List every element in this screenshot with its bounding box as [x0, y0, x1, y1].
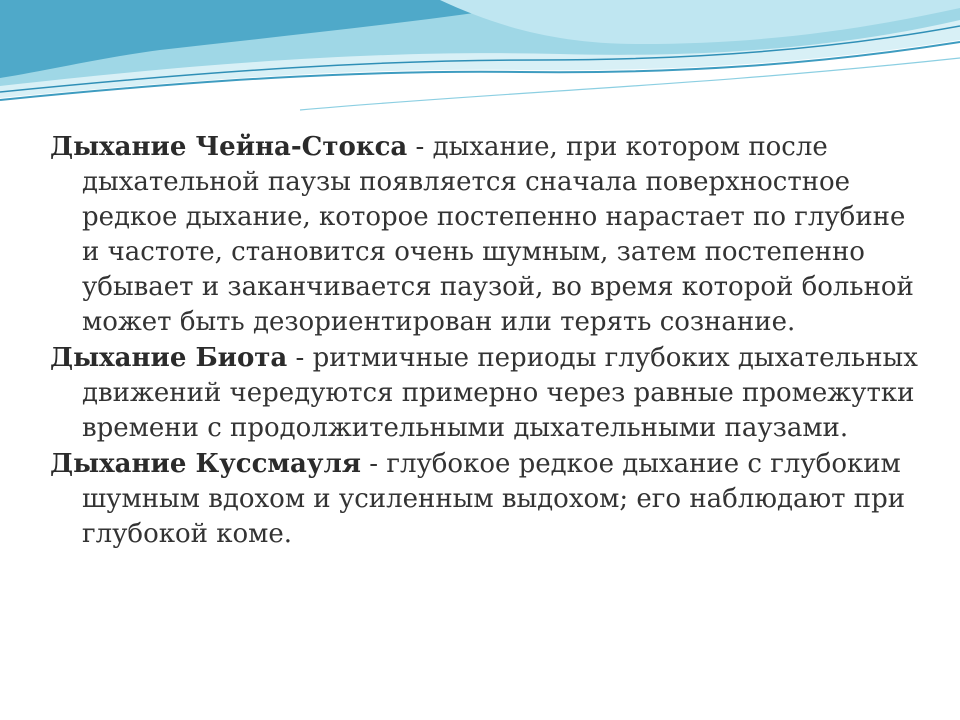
definition-cheyne-stokes: [50, 130, 930, 340]
term-kussmaul: Дыхание Куссмауля: [50, 449, 362, 479]
definition-text-biot: - ритмичные периоды глубоких дыхательных движений чередуются примерно через равные промежутки времени с продолжительными дыхательными паузами.: [82, 343, 918, 443]
definition-biot: [50, 341, 930, 446]
definition-text-kussmaul: - глубокое редкое дыхание с глубоким шумным вдохом и усиленным выдохом; его наблюдают при глубокой коме.: [82, 449, 906, 549]
slide-body: [50, 130, 930, 553]
term-biot: Дыхание Биота: [50, 343, 288, 373]
definition-text-cheyne-stokes: - дыхание, при котором после дыхательной паузы появляется сначала поверхностное редкое дыхание, которое постепенно нарастает по глубине и частоте, становится очень шумным, затем постепенно убывает и заканчивается паузой, во время которой больной может быть дезориентирован или терять сознание.: [82, 132, 914, 337]
wave-header-decoration: [0, 0, 960, 120]
definition-kussmaul: [50, 447, 930, 552]
term-cheyne-stokes: Дыхание Чейна-Стокса: [50, 132, 408, 162]
